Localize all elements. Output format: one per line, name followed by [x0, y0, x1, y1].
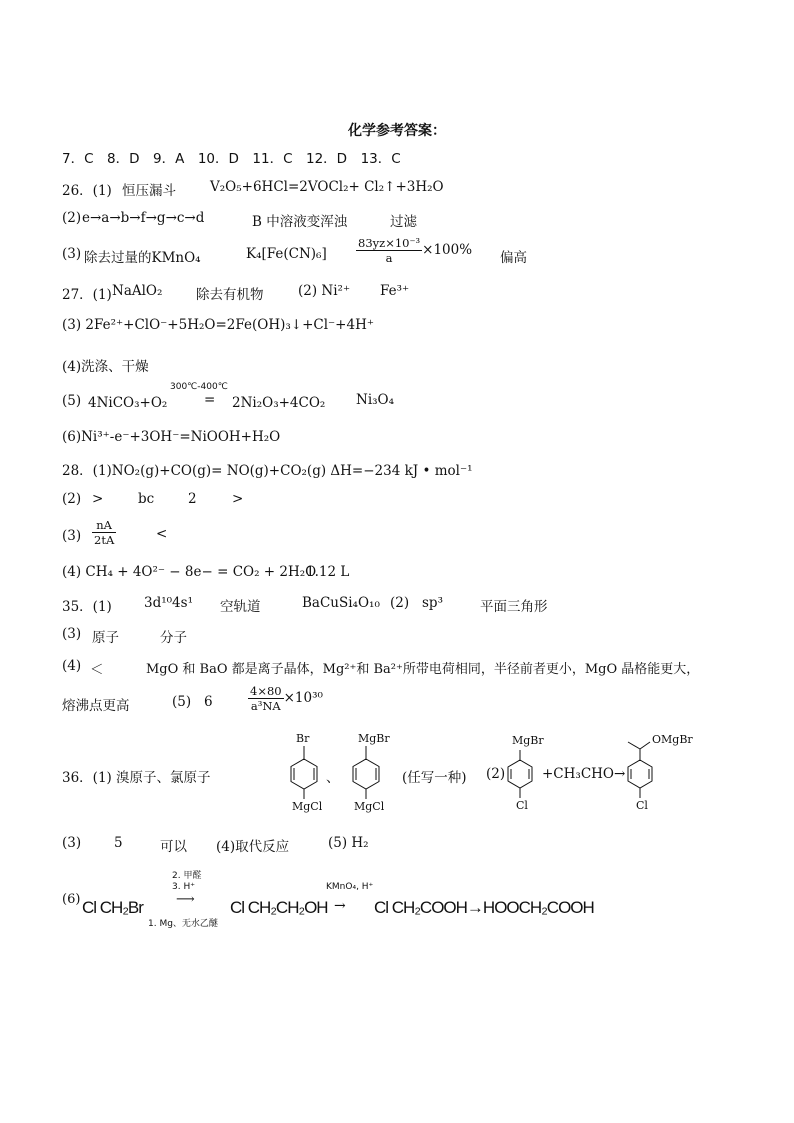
q26-ans1: 恒压漏斗: [122, 183, 176, 199]
q35-4-label: (4): [62, 658, 82, 674]
q35-5-expr: [248, 684, 323, 713]
q27-5-eq: =: [204, 392, 216, 408]
q27-5-cond: 300℃-400℃: [170, 382, 228, 392]
q35-frac-num: 4×80: [250, 684, 282, 698]
q35-3-label: (3): [62, 626, 82, 642]
route-step1-reagent-bottom: 1. Mg、无水乙醚: [148, 919, 218, 929]
q36-3-a: 5: [114, 835, 123, 851]
q27-line3: (4)洗涤、干燥: [62, 359, 149, 375]
q36-1-note: (任写一种): [402, 770, 467, 786]
mol3-cl-label: Cl: [516, 799, 528, 812]
route-arrow-2: →: [334, 898, 346, 914]
q27-5-left: 4NiCO₃+O₂: [88, 395, 168, 411]
q35-3-a: 原子: [92, 630, 119, 646]
q36-3-label: (3): [62, 835, 82, 851]
q36-4: (4)取代反应: [216, 839, 290, 855]
q36-5: (5) H₂: [328, 835, 369, 851]
page-title: 化学参考答案：: [348, 123, 446, 139]
q26-3-expr: [356, 236, 472, 265]
q36-plus: +CH₃CHO→: [542, 766, 626, 782]
q28-2-c: 2: [188, 491, 197, 507]
q35-5-a: 6: [204, 694, 213, 710]
q35-4-text: MgO 和 BaO 都是离子晶体，Mg²⁺和 Ba²⁺所带电荷相同，半径前者更小，MgO 晶格能更大，: [146, 662, 700, 677]
synthesis-route: [62, 862, 762, 932]
route-step2-product: Cl CH₂CH₂OH: [230, 898, 328, 917]
q28-3-label: (3): [62, 528, 82, 544]
q35-1-a: 3d¹⁰4s¹: [144, 595, 193, 611]
q26-2-op: 过滤: [390, 214, 417, 230]
q26-frac-tail: ×100%: [422, 242, 473, 258]
q28-line1: 28．(1)NO₂(g)+CO(g)= NO(g)+CO₂(g) ΔH=−234 kJ • mol⁻¹: [62, 463, 473, 479]
q28-2-d: >: [232, 491, 244, 507]
mol3-mgbr-label: MgBr: [512, 734, 544, 747]
q35-5-label: (5): [172, 694, 192, 710]
q35-1-e: sp³: [422, 595, 443, 611]
q28-4-b: 1.12 L: [306, 564, 350, 580]
q26-label: 26．(1): [62, 183, 112, 199]
mol1-br-label: Br: [296, 732, 310, 745]
mol1-mgcl-label: MgCl: [292, 800, 323, 813]
q26-3-c: 偏高: [500, 250, 527, 266]
q26-2-obs: B 中溶液变浑浊: [252, 214, 348, 230]
q36-3-b: 可以: [160, 839, 187, 855]
q28-frac-den: 2tA: [94, 533, 115, 547]
q35-frac-den: a³NA: [250, 699, 281, 713]
q36-2-label: (2): [486, 766, 506, 782]
mc-answers: 7．C 8．D 9．A 10．D 11．C 12．D 13．C: [62, 151, 401, 167]
q35-4-conclusion: 熔沸点更高: [62, 698, 130, 714]
q36-label: 36．(1): [62, 770, 112, 786]
q26-3-b: K₄[Fe(CN)₆]: [246, 246, 327, 262]
q27-1-b: 除去有机物: [196, 287, 264, 303]
q26-eq1: V₂O₅+6HCl=2VOCl₂+ Cl₂↑+3H₂O: [210, 179, 444, 195]
q27-5-b: Ni₃O₄: [356, 392, 395, 408]
q35-1-f: 平面三角形: [480, 599, 548, 615]
q28-2-a: >: [92, 491, 104, 507]
q26-frac-den: a: [385, 251, 393, 265]
q35-1-d: (2): [390, 595, 410, 611]
q28-3-b: <: [156, 526, 168, 542]
q28-3-frac: [92, 518, 116, 547]
route-step2-reagent: KMnO₄, H⁺: [326, 882, 374, 892]
q26-frac-num: 83yz×10⁻³: [358, 236, 421, 250]
mol4-omgbr-label: OMgBr: [652, 733, 693, 746]
q27-line5: (6)Ni³⁺-e⁻+3OH⁻=NiOOH+H₂O: [62, 429, 281, 445]
route-step1-reagent-top2: 3. H⁺: [172, 882, 195, 892]
q27-5-right: 2Ni₂O₃+4CO₂: [232, 395, 326, 411]
q36-1-a: 溴原子、氯原子: [116, 770, 211, 786]
route-step1-reagent-top: 2. 甲醛: [172, 871, 202, 881]
q27-label: 27．(1): [62, 287, 112, 303]
mol2-mgbr-label: MgBr: [358, 732, 390, 745]
q28-2-label: (2): [62, 491, 82, 507]
route-step3-product: Cl CH₂COOH→HOOCH₂COOH: [374, 898, 594, 917]
q36-sep: 、: [326, 770, 340, 786]
q27-5-label: (5): [62, 393, 82, 409]
q26-3-label: (3): [62, 246, 82, 262]
q35-1-c: BaCuSi₄O₁₀: [302, 595, 380, 611]
q28-frac-num: nA: [92, 518, 116, 533]
mol2-mgcl-label: MgCl: [354, 800, 385, 813]
route-step1-reactant: Cl CH₂Br: [82, 898, 143, 917]
route-label: (6): [62, 892, 81, 907]
q27-1-d: Fe³⁺: [380, 283, 410, 299]
q26-2-seq: e→a→b→f→g→c→d: [82, 210, 205, 226]
q26-3-a: 除去过量的KMnO₄: [84, 250, 201, 266]
q26-2-label: (2): [62, 210, 82, 226]
q35-3-b: 分子: [160, 630, 187, 646]
q28-2-b: bc: [138, 491, 155, 507]
q35-frac-tail: ×10³⁰: [283, 690, 323, 706]
q35-4-a: ＜: [90, 662, 104, 678]
q28-4-eq: (4) CH₄ + 4O²⁻ − 8e− = CO₂ + 2H₂O: [62, 564, 317, 580]
q27-line2: (3) 2Fe²⁺+ClO⁻+5H₂O=2Fe(OH)₃↓+Cl⁻+4H⁺: [62, 317, 374, 333]
mol4-cl-label: Cl: [636, 799, 648, 812]
q27-1-a: NaAlO₂: [112, 283, 163, 299]
route-arrow-1: ⟶: [176, 892, 195, 907]
q35-label: 35．(1): [62, 599, 112, 615]
q35-1-b: 空轨道: [220, 599, 261, 615]
q27-1-c: (2) Ni²⁺: [298, 283, 351, 299]
